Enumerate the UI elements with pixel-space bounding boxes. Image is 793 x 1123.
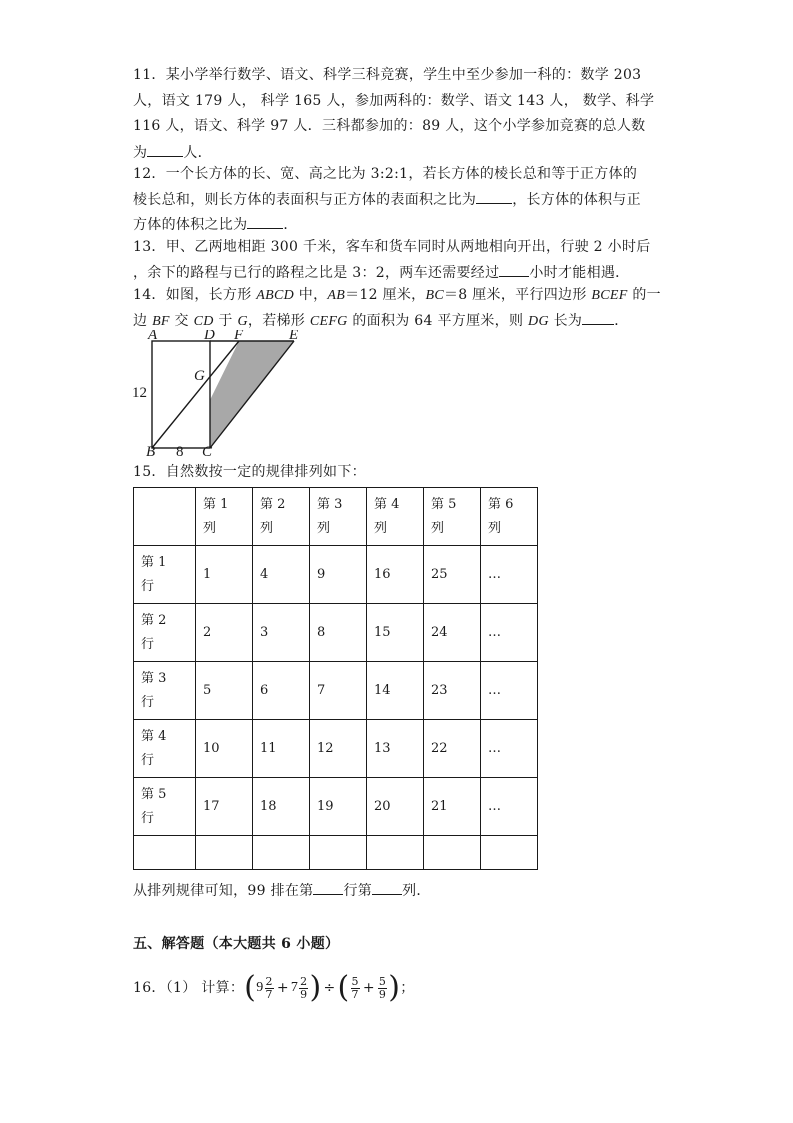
table-header-row [134, 488, 538, 546]
table-row [134, 778, 538, 836]
table-cell: 15 [367, 604, 424, 662]
q12-text: ． [283, 217, 298, 233]
cell-text: 第 1 列 [203, 496, 229, 536]
fraction [265, 976, 274, 1001]
label-a: A [148, 330, 158, 343]
table-cell: 25 [424, 546, 481, 604]
q14-text: ． [614, 313, 629, 329]
table-row [134, 546, 538, 604]
q14-text: 的一 [627, 287, 661, 303]
q11-line-2: 人，语文 179 人， 科学 165 人，参加两科的：数学、语文 143 人， 数学、科学 [133, 93, 655, 109]
label-b: B [146, 444, 156, 460]
denominator: 7 [351, 987, 359, 1001]
plus-sign: + [276, 980, 289, 996]
table-cell: 17 [196, 778, 253, 836]
denominator: 9 [300, 987, 308, 1001]
q14-var: BC [425, 288, 444, 303]
table-cell: 9 [310, 546, 367, 604]
q13-line-2 [133, 262, 629, 283]
table-cell: … [481, 778, 538, 836]
q15-text: 行第 [343, 883, 373, 899]
table-cell: 20 [367, 778, 424, 836]
row-header [134, 662, 196, 720]
table-cell: 8 [310, 604, 367, 662]
q14-var: AB [327, 288, 346, 303]
table-cell: 24 [424, 604, 481, 662]
q14-line-1 [133, 285, 661, 306]
label-d: D [204, 330, 215, 343]
fraction [299, 976, 308, 1001]
whole-number: 7 [290, 980, 299, 995]
q14-text: ，若梯形 [247, 313, 310, 329]
cell-text: 第 5 列 [431, 496, 457, 536]
numerator: 2 [265, 974, 273, 988]
q12-text: ，长方体的体积与正 [512, 192, 641, 208]
cell-text: 第 6 列 [488, 496, 514, 536]
q16-text: 16．（1） 计算： [133, 980, 245, 996]
q14-text: 长为 [548, 313, 583, 329]
table-cell [253, 836, 310, 870]
table-cell: 5 [196, 662, 253, 720]
cell-text: 第 4 列 [374, 496, 400, 536]
table-row [134, 720, 538, 778]
row-header [134, 546, 196, 604]
label-f: F [234, 330, 244, 343]
label-g: G [194, 368, 205, 384]
q12-line-1: 12．一个长方体的长、宽、高之比为 3:2:1，若长方体的棱长总和等于正方体的 [133, 166, 638, 182]
right-paren: ) [309, 970, 322, 1005]
table-cell: 21 [424, 778, 481, 836]
label-c: C [202, 444, 213, 460]
whole-number: 9 [256, 980, 264, 995]
denominator: 7 [265, 987, 273, 1001]
table-cell [481, 836, 538, 870]
rectangle-abcd [152, 341, 210, 448]
q11-line-3: 116 人，语文、科学 97 人．三科都参加的：89 人，这个小学参加竞赛的总人数 [133, 118, 646, 134]
q11-answer-blank[interactable] [147, 142, 183, 157]
q14-var: DG [528, 314, 549, 329]
q14-text: 边 [133, 313, 153, 329]
q13-answer-blank[interactable] [499, 262, 529, 277]
table-row [134, 604, 538, 662]
table-cell [367, 836, 424, 870]
q12-text: 棱长总和，则长方体的表面积与正方体的表面积之比为 [133, 192, 477, 208]
q13-text: ，余下的路程与已行的路程之比是 3：2，两车还需要经过 [133, 265, 500, 281]
table-cell: 23 [424, 662, 481, 720]
q14-var: CEFG [309, 314, 348, 329]
table-row [134, 662, 538, 720]
q15-text: 从排列规律可知，99 排在第 [133, 883, 314, 899]
denominator: 9 [378, 987, 387, 1001]
q12-line-3 [133, 214, 298, 235]
table-cell: … [481, 546, 538, 604]
q15-intro: 15．自然数按一定的规律排列如下： [133, 464, 366, 480]
fraction [351, 976, 360, 1001]
table-cell [134, 488, 196, 546]
cell-text: 第 2 列 [260, 496, 286, 536]
q14-geometry-figure [128, 330, 318, 460]
table-cell: … [481, 604, 538, 662]
table-cell: 4 [253, 546, 310, 604]
q11-line-4 [133, 142, 212, 163]
table-cell: 16 [367, 546, 424, 604]
table-cell: 11 [253, 720, 310, 778]
label-e: E [289, 330, 299, 343]
q14-text: 交 [169, 313, 194, 329]
q15-answer-line [133, 880, 431, 901]
table-cell: 14 [367, 662, 424, 720]
row-header [134, 778, 196, 836]
q14-answer-blank[interactable] [582, 310, 614, 325]
table-cell: 3 [253, 604, 310, 662]
q14-var: CD [193, 314, 214, 329]
cell-text: 第 3 列 [317, 496, 343, 536]
table-cell: 19 [310, 778, 367, 836]
numerator: 5 [378, 974, 387, 988]
q16-line [133, 970, 415, 1005]
table-cell: 13 [367, 720, 424, 778]
q14-var: G [237, 314, 248, 329]
q14-var: BCEF [591, 288, 628, 303]
q14-var: BF [152, 314, 170, 329]
table-cell: 1 [196, 546, 253, 604]
q11-text: 为 [133, 145, 148, 161]
row-header [134, 720, 196, 778]
q14-text: 于 [213, 313, 238, 329]
table-cell: … [481, 662, 538, 720]
table-cell: 7 [310, 662, 367, 720]
q11-line-1: 11．某小学举行数学、语文、科学三科竞赛，学生中至少参加一科的：数学 203 [133, 67, 642, 83]
row-header [134, 604, 196, 662]
column-header [310, 488, 367, 546]
column-header [424, 488, 481, 546]
side-length-8: 8 [176, 444, 184, 460]
q14-line-2 [133, 310, 629, 332]
q15-text: 列． [402, 883, 431, 899]
column-header [196, 488, 253, 546]
q14-text: ＝12 厘米， [345, 287, 426, 303]
q16-text: ； [400, 980, 415, 996]
side-length-12: 12 [132, 385, 147, 401]
table-cell: 22 [424, 720, 481, 778]
numerator: 2 [300, 974, 308, 988]
q14-text: ＝8 厘米，平行四边形 [443, 287, 592, 303]
table-cell [134, 836, 196, 870]
table-cell: 12 [310, 720, 367, 778]
table-cell [424, 836, 481, 870]
table-cell: 10 [196, 720, 253, 778]
right-paren: ) [388, 970, 401, 1005]
q12-volume-ratio-blank[interactable] [247, 214, 283, 229]
q14-text: 14．如图，长方形 [133, 287, 257, 303]
column-header [481, 488, 538, 546]
q12-surface-ratio-blank[interactable] [476, 189, 512, 204]
left-paren: ( [244, 970, 257, 1005]
table-cell: 6 [253, 662, 310, 720]
q14-text: 的面积为 64 平方厘米，则 [347, 313, 529, 329]
q11-text: 人． [183, 145, 212, 161]
q13-text: 小时才能相遇． [529, 265, 630, 281]
q13-line-1: 13．甲、乙两地相距 300 千米，客车和货车同时从两地相向开出，行驶 2 小时后 [133, 239, 651, 255]
cell-text: 第 3 行 [141, 670, 167, 710]
q15-row-blank[interactable] [313, 880, 343, 895]
plus-sign: + [362, 980, 375, 996]
q14-text: 中， [294, 287, 328, 303]
q12-line-2 [133, 189, 641, 210]
cell-text: 第 2 行 [141, 612, 167, 652]
table-row-empty [134, 836, 538, 870]
column-header [253, 488, 310, 546]
table-cell: 2 [196, 604, 253, 662]
table-cell: … [481, 720, 538, 778]
divide-sign: ÷ [323, 980, 336, 996]
q15-column-blank[interactable] [372, 880, 402, 895]
cell-text: 第 1 行 [141, 554, 167, 594]
column-header [367, 488, 424, 546]
left-paren: ( [337, 970, 350, 1005]
section-heading: 五、解答题（本大题共 6 小题） [133, 936, 340, 952]
number-arrangement-table [133, 487, 538, 870]
cell-text: 第 5 行 [141, 786, 167, 826]
cell-text: 第 4 行 [141, 728, 167, 768]
numerator: 5 [351, 974, 359, 988]
q12-text: 方体的体积之比为 [133, 217, 248, 233]
table-cell [310, 836, 367, 870]
table-cell [196, 836, 253, 870]
table-cell: 18 [253, 778, 310, 836]
fraction [378, 976, 387, 1001]
q14-var: ABCD [256, 288, 295, 303]
